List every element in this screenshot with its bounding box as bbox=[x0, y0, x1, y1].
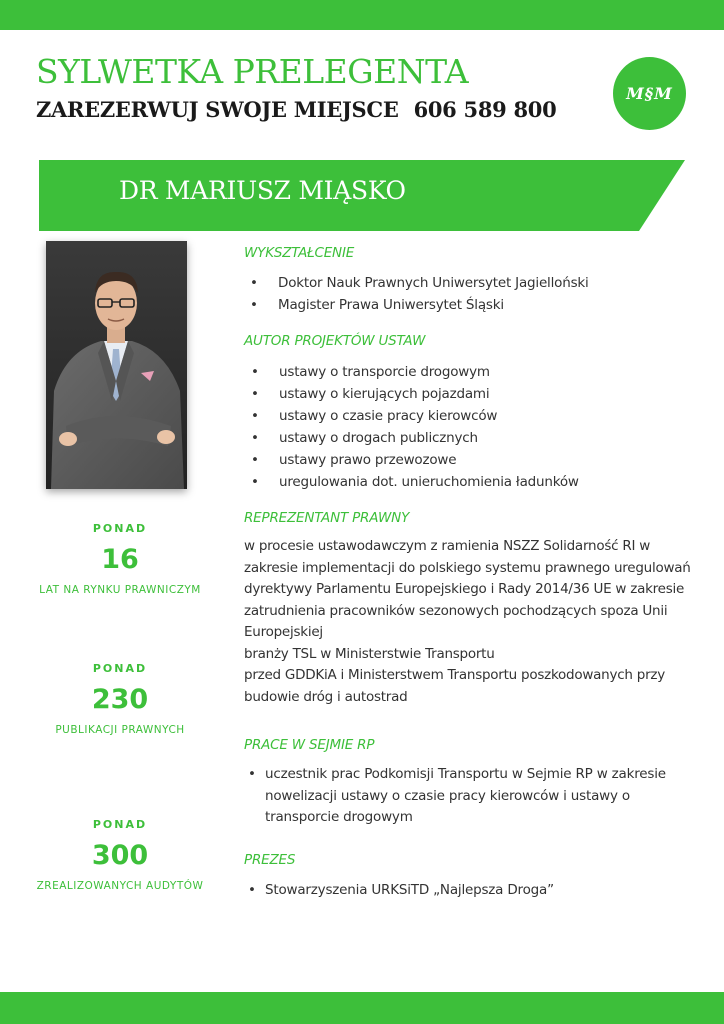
stat-prefix: PONAD bbox=[92, 662, 148, 675]
speaker-name: DR MARIUSZ MIĄSKO bbox=[119, 176, 406, 205]
reservation-text: ZAREZERWUJ SWOJE MIEJSCE bbox=[36, 97, 399, 122]
text-line: Stowarzyszenia URKSiTD „Najlepsza Droga” bbox=[265, 882, 554, 898]
stat-audits bbox=[20, 818, 220, 892]
bullet-icon: • bbox=[251, 386, 259, 402]
list-item-text: Doktor Nauk Prawnych Uniwersytet Jagielloński bbox=[278, 275, 589, 291]
list-item bbox=[251, 405, 579, 427]
stat-value: 230 bbox=[91, 684, 149, 715]
author-list bbox=[251, 361, 579, 493]
stat-label: ZREALIZOWANYCH AUDYTÓW bbox=[36, 880, 204, 892]
list-item-text: ustawy prawo przewozowe bbox=[279, 452, 457, 468]
stat-prefix: PONAD bbox=[92, 818, 148, 831]
text-line: zakresie implementacji do polskiego systemu prawnego uregulowań bbox=[244, 559, 691, 576]
list-item bbox=[251, 471, 579, 493]
bullet-icon: • bbox=[251, 408, 259, 424]
education-list bbox=[250, 272, 589, 316]
list-item-text: ustawy o drogach publicznych bbox=[279, 430, 478, 446]
bullet-icon: • bbox=[250, 275, 258, 291]
president-heading: PREZES bbox=[244, 852, 296, 868]
author-heading: AUTOR PROJEKTÓW USTAW bbox=[244, 333, 426, 349]
speaker-photo bbox=[46, 241, 187, 489]
text-line: nowelizacji ustawy o czasie pracy kierowców i ustawy o bbox=[265, 787, 630, 804]
reservation-line bbox=[36, 97, 556, 122]
stat-label: LAT NA RYNKU PRAWNICZYM bbox=[39, 584, 201, 596]
text-line: zatrudnienia pracowników sezonowych pochodzących spoza Unii bbox=[244, 602, 668, 619]
list-item-text: ustawy o kierujących pojazdami bbox=[279, 386, 490, 402]
stat-prefix: PONAD bbox=[92, 522, 148, 535]
list-item bbox=[251, 427, 579, 449]
bottom-accent-bar bbox=[0, 992, 724, 1024]
stat-value: 300 bbox=[91, 840, 149, 871]
brand-logo bbox=[613, 57, 686, 130]
text-line: branży TSL w Ministerstwie Transportu bbox=[244, 645, 495, 662]
text-line: uczestnik prac Podkomisji Transportu w Sejmie RP w zakresie bbox=[265, 766, 666, 782]
stat-value: 16 bbox=[101, 544, 139, 575]
list-item-text: ustawy o transporcie drogowym bbox=[279, 364, 490, 380]
phone-number: 606 589 800 bbox=[413, 97, 557, 122]
list-item bbox=[251, 361, 579, 383]
representative-text bbox=[244, 536, 716, 708]
education-heading: WYKSZTAŁCENIE bbox=[244, 245, 355, 261]
text-line: dyrektywy Parlamentu Europejskiego i Rady 2014/36 UE w zakresie bbox=[244, 581, 685, 597]
stat-label: PUBLIKACJI PRAWNYCH bbox=[55, 724, 185, 736]
text-line: Europejskiej bbox=[244, 624, 323, 640]
bullet-icon: • bbox=[251, 430, 259, 446]
text-line: transporcie drogowym bbox=[265, 809, 413, 825]
bullet-icon: • bbox=[251, 364, 259, 380]
top-accent-bar bbox=[0, 0, 724, 30]
list-item bbox=[250, 272, 589, 294]
logo-text: M§M bbox=[626, 84, 673, 103]
text-line: przed GDDKiA i Ministerstwem Transportu poszkodowanych przy bbox=[244, 667, 665, 683]
bullet-icon: • bbox=[248, 766, 256, 782]
sejm-text bbox=[265, 764, 666, 829]
list-item bbox=[250, 294, 589, 316]
bullet-icon: • bbox=[248, 882, 256, 898]
representative-heading: REPREZENTANT PRAWNY bbox=[244, 510, 410, 526]
text-line: w procesie ustawodawczym z ramienia NSZZ Solidarność RI w bbox=[244, 538, 651, 554]
bullet-icon: • bbox=[251, 452, 259, 468]
stat-publications bbox=[20, 662, 220, 736]
text-line: budowie dróg i autostrad bbox=[244, 688, 408, 705]
list-item-text: ustawy o czasie pracy kierowców bbox=[279, 408, 498, 424]
name-banner bbox=[39, 160, 685, 231]
list-item bbox=[251, 383, 579, 405]
list-item bbox=[251, 449, 579, 471]
page-title: SYLWETKA PRELEGENTA bbox=[36, 52, 469, 91]
list-item-text: uregulowania dot. unieruchomienia ładunków bbox=[279, 474, 579, 490]
president-text bbox=[265, 880, 554, 902]
sejm-heading: PRACE W SEJMIE RP bbox=[244, 737, 375, 753]
speaker-portrait-image bbox=[46, 241, 187, 489]
stat-years bbox=[20, 522, 220, 596]
bullet-icon: • bbox=[251, 474, 259, 490]
list-item-text: Magister Prawa Uniwersytet Śląski bbox=[278, 297, 504, 313]
bullet-icon: • bbox=[250, 297, 258, 313]
